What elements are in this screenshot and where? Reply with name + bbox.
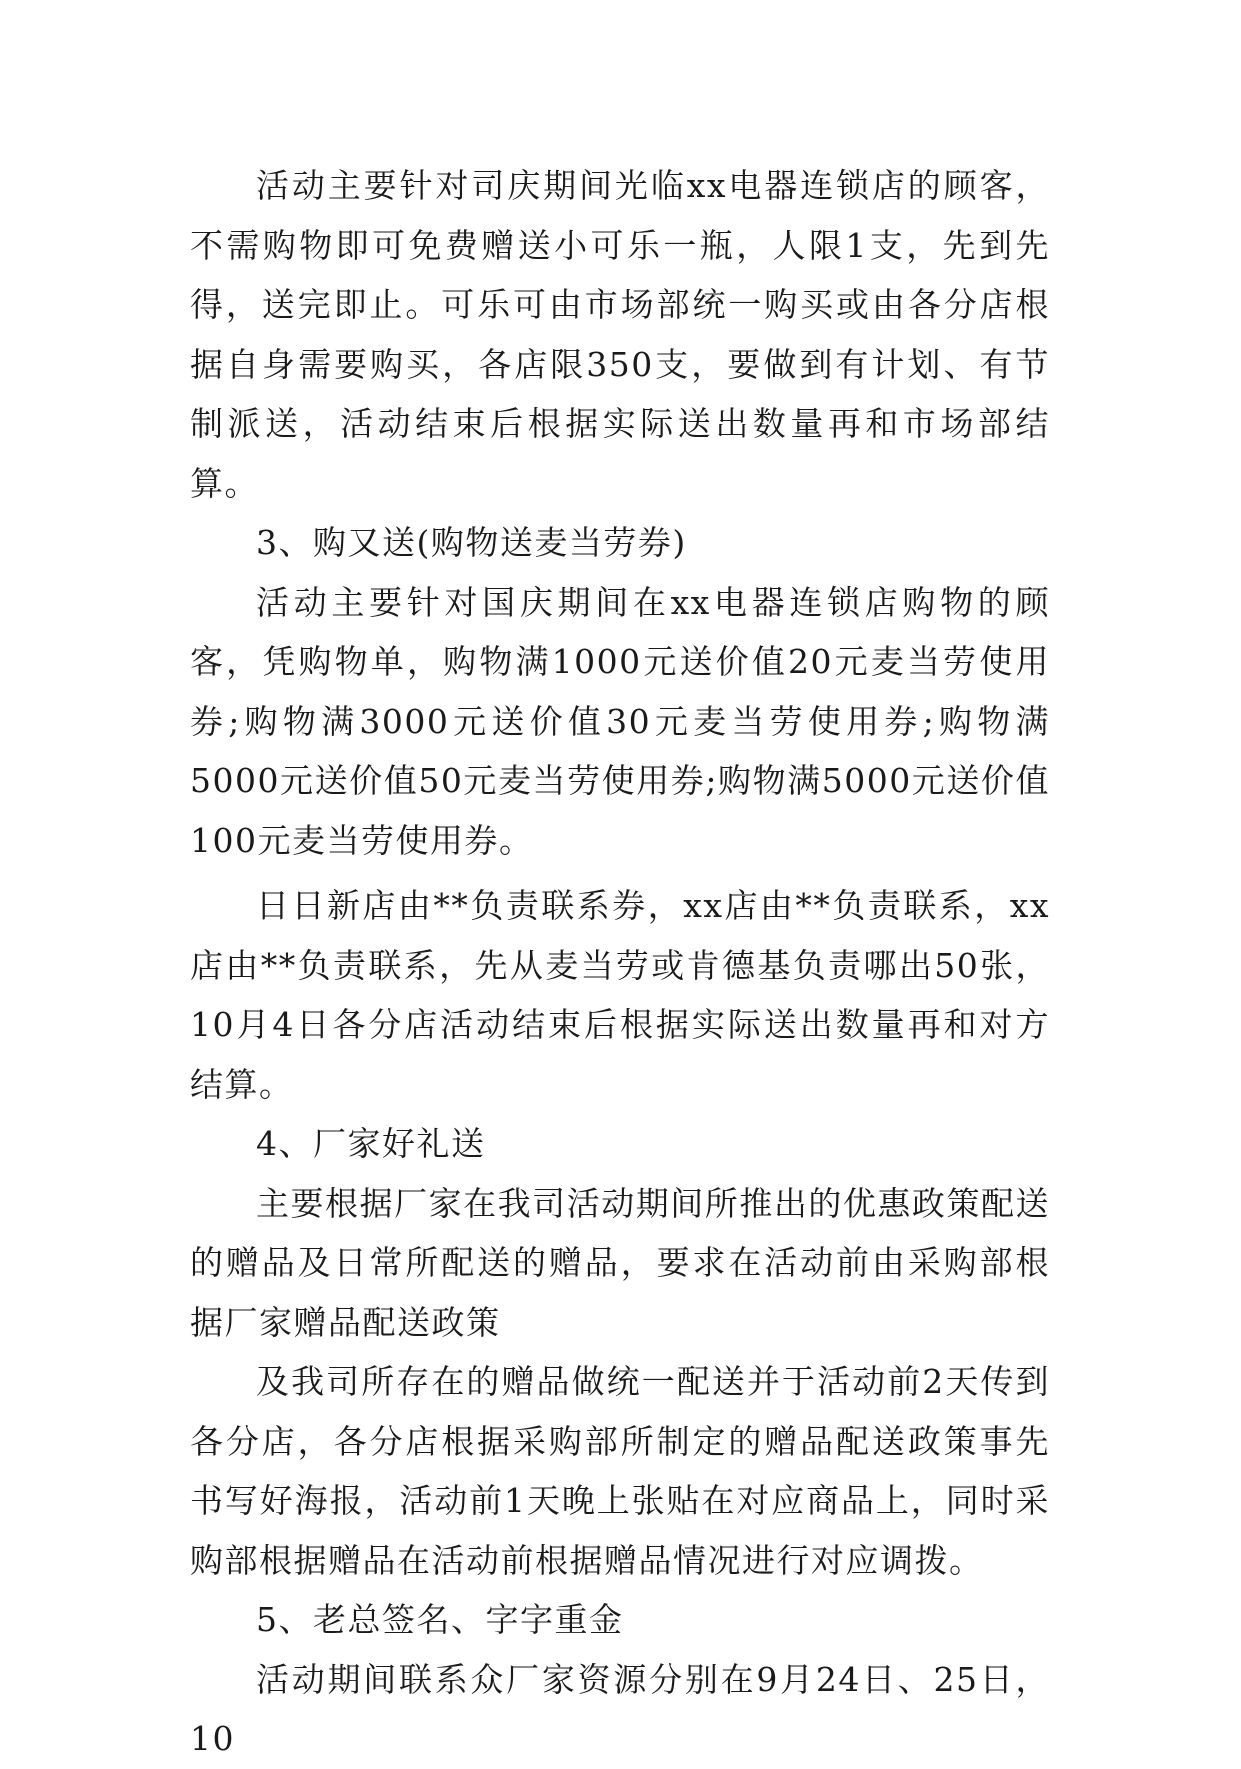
paragraph-gift-distribution: 及我司所存在的赠品做统一配送并于活动前2天传到各分店，各分店根据采购部所制定的赠品配送政策事先书写好海报，活动前1天晚上张贴在对应商品上，同时采购部根据赠品在活动前根据赠品情况进行对应调拨。 [190,1362,1050,1580]
paragraph-mcdonalds-coupon: 活动主要针对国庆期间在xx电器连锁店购物的顾客，凭购物单，购物满1000元送价值20元麦当劳使用券;购物满3000元送价值30元麦当劳使用券;购物满5000元送价值50元麦当劳使用券;购物满5000元送价值100元麦当劳使用券。 [190,582,1050,860]
heading-ceo-signature: 5、老总签名、字字重金 [256,1600,624,1639]
heading-buy-and-get: 3、购又送(购物送麦当劳券) [256,523,687,562]
heading-vendor-gifts: 4、厂家好礼送 [256,1124,486,1163]
paragraph-vendor-resources: 活动期间联系众厂家资源分别在9月24日、25日，10 [190,1659,1050,1758]
paragraph-store-contacts: 日日新店由**负责联系券，xx店由**负责联系，xx店由**负责联系，先从麦当劳或肯德基负责哪出50张，10月4日各分店活动结束后根据实际送出数量再和对方结算。 [190,886,1050,1104]
paragraph-cola-giveaway: 活动主要针对司庆期间光临xx电器连锁店的顾客，不需购物即可免费赠送小可乐一瓶，人限1支，先到先得，送完即止。可乐可由市场部统一购买或由各分店根据自身需要购买，各店限350支，要做到有计划、有节制派送，活动结束后根据实际送出数量再和市场部结算。 [190,166,1050,503]
document-body [190,156,1050,1769]
paragraph-vendor-gift-policy: 主要根据厂家在我司活动期间所推出的优惠政策配送的赠品及日常所配送的赠品，要求在活动前由采购部根据厂家赠品配送政策 [190,1183,1050,1342]
